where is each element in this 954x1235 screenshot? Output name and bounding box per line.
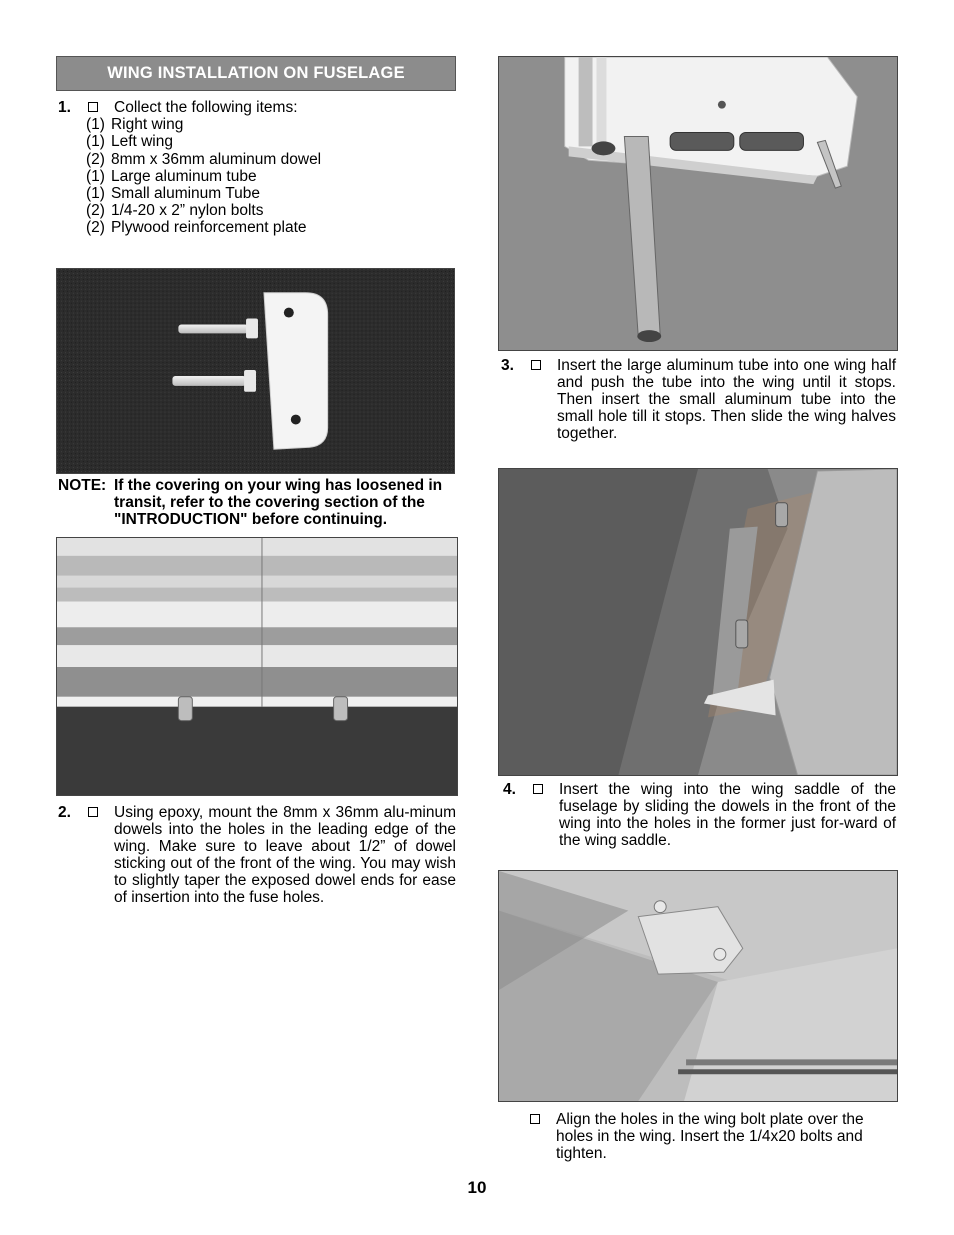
item-qty: (2) — [86, 151, 105, 168]
item-qty: (1) — [86, 116, 105, 133]
item-name: 1/4-20 x 2” nylon bolts — [110, 202, 264, 219]
section-title-text: WING INSTALLATION ON FUSELAGE — [107, 64, 405, 82]
item-qty: (1) — [86, 185, 105, 202]
note-text: If the covering on your wing has loosened in transit, refer to the covering section of the "INTRODUCTION" before continuing. — [114, 477, 443, 528]
item-name: Large aluminum tube — [110, 168, 257, 185]
step2-checkbox[interactable] — [88, 804, 98, 821]
item-name: Small aluminum Tube — [110, 185, 260, 202]
bolt-plate-illustration — [499, 871, 897, 1101]
item-name: Left wing — [110, 133, 173, 150]
item-name: Plywood reinforcement plate — [110, 219, 307, 236]
photo-bolts-and-plate — [56, 268, 455, 474]
item-qty: (2) — [86, 219, 105, 236]
wing-dowels-illustration — [57, 538, 457, 795]
item-qty: (2) — [86, 202, 105, 219]
step4-text: Insert the wing into the wing saddle of the fuselage by sliding the dowels in the front of the wing into the holes in the former just for-ward of the wing saddle. — [559, 781, 896, 849]
wing-tubes-illustration — [499, 57, 897, 350]
step1-checkbox[interactable] — [88, 99, 98, 116]
photo-wing-tubes — [498, 56, 898, 351]
checkbox-icon[interactable] — [531, 360, 541, 370]
wing-saddle-illustration — [499, 469, 897, 775]
step4-checkbox[interactable] — [533, 781, 543, 798]
item-name: 8mm x 36mm aluminum dowel — [110, 151, 322, 168]
checkbox-icon[interactable] — [88, 102, 98, 112]
list-item — [86, 185, 260, 202]
checkbox-icon[interactable] — [88, 807, 98, 817]
step5-text: Align the holes in the wing bolt plate over the holes in the wing. Insert the 1/4x20 bolts and tighten. — [556, 1111, 864, 1162]
list-item — [86, 116, 183, 133]
photo-wing-dowels — [56, 537, 458, 796]
checkbox-icon[interactable] — [530, 1114, 540, 1124]
item-name: Right wing — [110, 116, 184, 133]
step4-number: 4. — [503, 781, 516, 798]
note-label: NOTE: — [58, 477, 107, 494]
step3-checkbox[interactable] — [531, 357, 541, 374]
bolts-plate-illustration — [57, 269, 454, 473]
photo-bolt-plate — [498, 870, 898, 1102]
list-item — [86, 219, 307, 236]
list-item — [86, 202, 263, 219]
section-title — [56, 56, 456, 91]
list-item — [86, 151, 321, 168]
step2-text: Using epoxy, mount the 8mm x 36mm alu-minum dowels into the holes in the leading edge of the wing. Make sure to leave about 1/2” of dowel sticking out of the front of the wing. You may wish to slightly taper the exposed dowel ends for ease of insertion into the fuse holes. — [114, 804, 456, 906]
list-item — [86, 168, 257, 185]
step3-text: Insert the large aluminum tube into one wing half and push the tube into the wing until it stops. Then insert the small aluminum tube into the small hole till it stops. Then slide the wing halves together. — [557, 357, 896, 442]
list-item — [86, 133, 173, 150]
page-number: 10 — [467, 1178, 487, 1197]
step1-intro: Collect the following items: — [114, 99, 298, 116]
item-qty: (1) — [86, 133, 105, 150]
item-qty: (1) — [86, 168, 105, 185]
step5-checkbox[interactable] — [530, 1111, 540, 1128]
step3-number: 3. — [501, 357, 514, 374]
step2-number: 2. — [58, 804, 71, 821]
photo-wing-saddle — [498, 468, 898, 776]
checkbox-icon[interactable] — [533, 784, 543, 794]
step1-number: 1. — [58, 99, 71, 116]
